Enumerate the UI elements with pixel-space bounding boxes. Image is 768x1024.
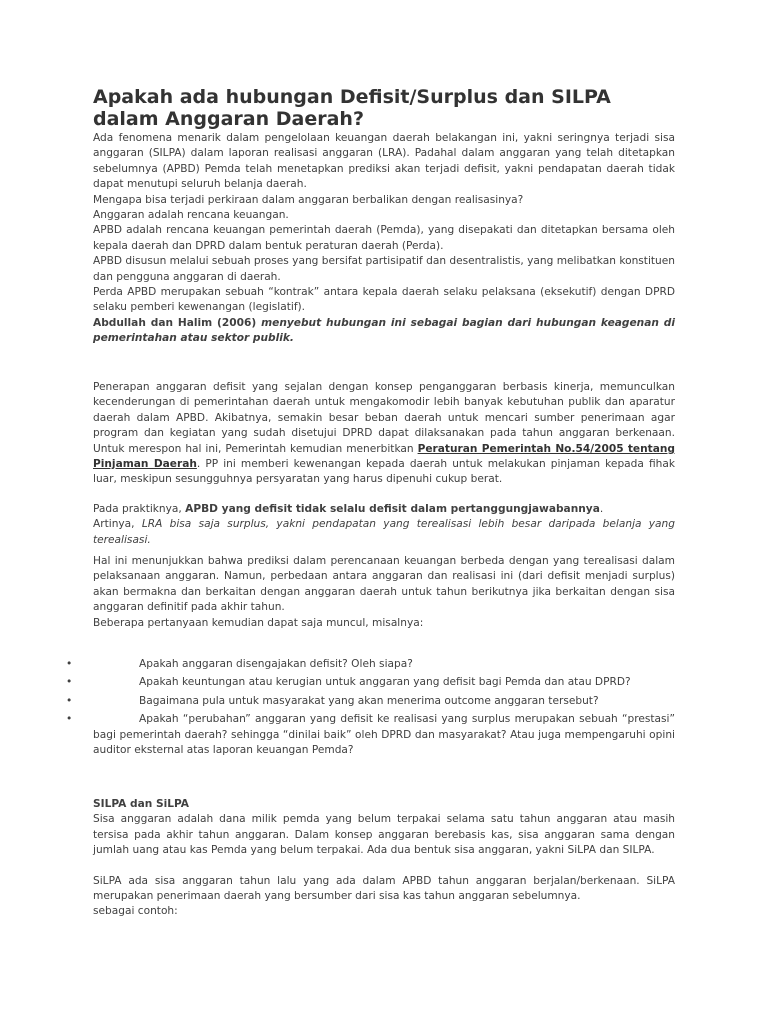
paragraph: SiLPA ada sisa anggaran tahun lalu yang ada dalam APBD tahun anggaran berjalan/berkenaan. SiLPA merupakan penerimaan daerah yang bersumber dari sisa kas tahun anggaran sebelumnya. <box>93 874 675 903</box>
list-item-text: Apakah keuntungan atau kerugian untuk anggaran yang defisit bagi Pemda dan atau DPRD? <box>139 676 631 689</box>
deficit-section <box>93 380 675 631</box>
document-title: Apakah ada hubungan Defisit/Surplus dan SILPA dalam Anggaran Daerah? <box>93 86 611 130</box>
paragraph: Mengapa bisa terjadi perkiraan dalam anggaran berbalikan dengan realisasinya? <box>93 193 524 206</box>
list-item <box>0 694 675 709</box>
paragraph: Beberapa pertanyaan kemudian dapat saja muncul, misalnya: <box>93 616 424 629</box>
paragraph-citation <box>93 316 675 347</box>
citation-author: Abdullah dan Halim (2006) <box>93 316 257 329</box>
paragraph <box>93 502 675 517</box>
citation-text: menyebut hubungan ini sebagai bagian dari hubungan keagenan di pemerintahan atau sektor publik. <box>93 316 675 345</box>
paragraph: APBD disusun melalui sebuah proses yang bersifat partisipatif dan desentralistis, yang melibatkan konstituen dan pengguna anggaran di daerah. <box>93 255 675 283</box>
paragraph-text: Pada praktiknya, <box>93 502 186 515</box>
paragraph: Anggaran adalah rencana keuangan. <box>93 209 289 222</box>
silpa-section <box>93 797 675 920</box>
paragraph-text: . PP ini memberi kewenangan kepada daerah untuk melakukan pinjaman kepada fihak luar, meskipun sesungguhnya persyaratan yang harus dipenuhi cukup berat. <box>93 458 675 486</box>
section-heading: SILPA dan SiLPA <box>93 798 189 810</box>
paragraph: Perda APBD merupakan sebuah “kontrak” antara kepala daerah selaku pelaksana (eksekutif) dengan DPRD selaku pemberi kewenangan (legislatif). <box>93 286 675 314</box>
bullet-icon: • <box>66 713 73 726</box>
emphasis-text: APBD yang defisit tidak selalu defisit dalam pertanggungjawabannya <box>185 502 600 515</box>
list-item <box>0 712 675 758</box>
paragraph: Sisa anggaran adalah dana milik pemda yang belum terpakai selama satu tahun anggaran atau masih tersisa pada akhir tahun anggaran. Dalam konsep anggaran berebasis kas, sisa anggaran sama dengan jumlah uang atau kas Pemda yang belum terpakai. Ada dua bentuk sisa anggaran, yakni SiLPA dan SILPA. <box>93 813 675 857</box>
paragraph-text: Artinya, <box>93 518 142 531</box>
paragraph <box>93 380 675 488</box>
paragraph: Ada fenomena menarik dalam pengelolaan keuangan daerah belakangan ini, yakni seringnya terjadi sisa anggaran (SILPA) dalam laporan realisasi anggaran (LRA). Padahal dalam anggaran yang telah ditetapkan sebelumnya (APBD) Pemda telah menetapkan prediksi akan terjadi defisit, yakni pendapatan daerah tidak dapat menutupi seluruh belanja daerah. <box>93 132 675 191</box>
paragraph: Hal ini menunjukkan bahwa prediksi dalam perencanaan keuangan berbeda dengan yang terealisasi dalam pelaksanaan anggaran. Namun, perbedaan antara anggaran dan realisasi ini (dari defisit menjadi surplus) akan bermakna dan berkaitan dengan anggaran daerah untuk tahun berikutnya jika berkaitan dengan sisa anggaran definitif pada akhir tahun. <box>93 555 675 614</box>
list-item <box>0 657 675 672</box>
list-item-text: Apakah “perubahan” anggaran yang defisit ke realisasi yang surplus merupakan sebuah “prestasi” bagi pemerintah daerah? sehingga “dinilai baik” oleh DPRD dan masyarakat? Atau juga mempengaruhi opini auditor eksternal atas laporan keuangan Pemda? <box>93 713 675 757</box>
paragraph-text: . <box>599 502 604 515</box>
bullet-icon: • <box>66 676 73 689</box>
paragraph <box>93 517 675 548</box>
list-item <box>0 675 675 690</box>
list-item-text: Bagaimana pula untuk masyarakat yang akan menerima outcome anggaran tersebut? <box>139 694 599 707</box>
bullet-icon: • <box>66 658 73 670</box>
paragraph: sebagai contoh: <box>93 905 178 918</box>
paragraph: APBD adalah rencana keuangan pemerintah daerah (Pemda), yang disepakati dan ditetapkan bersama oleh kepala daerah dan DPRD dalam bentuk peraturan daerah (Perda). <box>93 224 675 252</box>
regulation-link[interactable]: Peraturan Pemerintah No.54/2005 tentang Pinjaman Daerah <box>93 442 675 471</box>
list-item-text: Apakah anggaran disengajakan defisit? Oleh siapa? <box>139 658 413 670</box>
paragraph-text: Penerapan anggaran defisit yang sejalan dengan konsep penganggaran berbasis kinerja, memunculkan kecenderungan di pemerintahan daerah untuk mengakomodir lebih banyak kebutuhan publik dan aparatur daerah dalam APBD. Akibatnya, semakin besar beban daerah untuk mencari sumber penerimaan agar program dan kegiatan yang sudah disetujui DPRD dapat dilaksanakan pada tahun anggaran berkenaan. Untuk merespon hal ini, Pemerintah kemudian menerbitkan <box>93 381 675 455</box>
italic-text: LRA bisa saja surplus, yakni pendapatan yang terealisasi lebih besar daripada belanja yang terealisasi. <box>93 518 675 546</box>
intro-section <box>93 131 675 347</box>
bullet-icon: • <box>66 694 73 707</box>
question-list <box>0 657 768 761</box>
